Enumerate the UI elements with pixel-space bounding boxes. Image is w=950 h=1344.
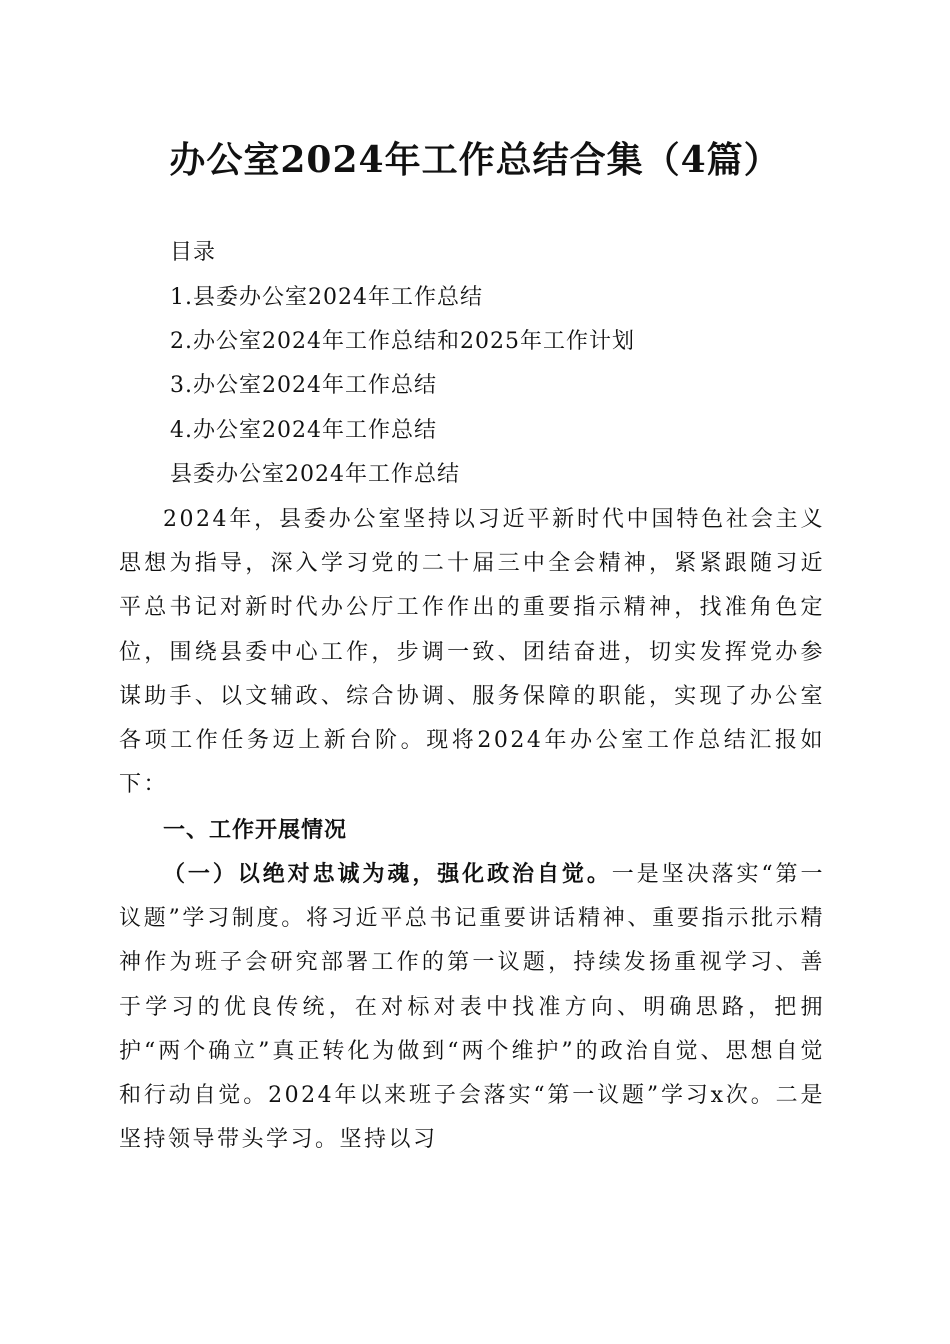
subsection-lead: （一）以绝对忠诚为魂，强化政治自觉。	[163, 861, 612, 887]
toc-item-1: 1.县委办公室2024年工作总结	[170, 285, 483, 310]
toc-item-2: 2.办公室2024年工作总结和2025年工作计划	[170, 329, 635, 354]
toc-item-3: 3.办公室2024年工作总结	[170, 373, 437, 398]
intro-paragraph: 2024年，县委办公室坚持以习近平新时代中国特色社会主义思想为指导，深入学习党的二十届三中全会精神，紧紧跟随习近平总书记对新时代办公厅工作作出的重要指示精神，找准角色定位，围绕县委中心工作，步调一致、团结奋进，切实发挥党办参谋助手、以文辅政、综合协调、服务保障的职能，实现了办公室各项工作任务迈上新台阶。现将2024年办公室工作总结汇报如下：	[119, 507, 825, 798]
toc-heading: 目录	[170, 240, 217, 265]
article-title: 县委办公室2024年工作总结	[170, 462, 460, 487]
toc-item-4: 4.办公室2024年工作总结	[170, 418, 437, 443]
section-paragraph	[119, 852, 825, 1162]
section-heading: 一、工作开展情况	[163, 818, 348, 843]
subsection-body: 一是坚决落实“第一议题”学习制度。将习近平总书记重要讲话精神、重要指示批示精神作为班子会研究部署工作的第一议题，持续发扬重视学习、善于学习的优良传统，在对标对表中找准方向、明确思路，把拥护“两个确立”真正转化为做到“两个维护”的政治自觉、思想自觉和行动自觉。2024年以来班子会落实“第一议题”学习x次。二是坚持领导带头学习。坚持以习	[119, 862, 825, 1153]
document-title: 办公室2024年工作总结合集（4篇）	[169, 139, 781, 181]
